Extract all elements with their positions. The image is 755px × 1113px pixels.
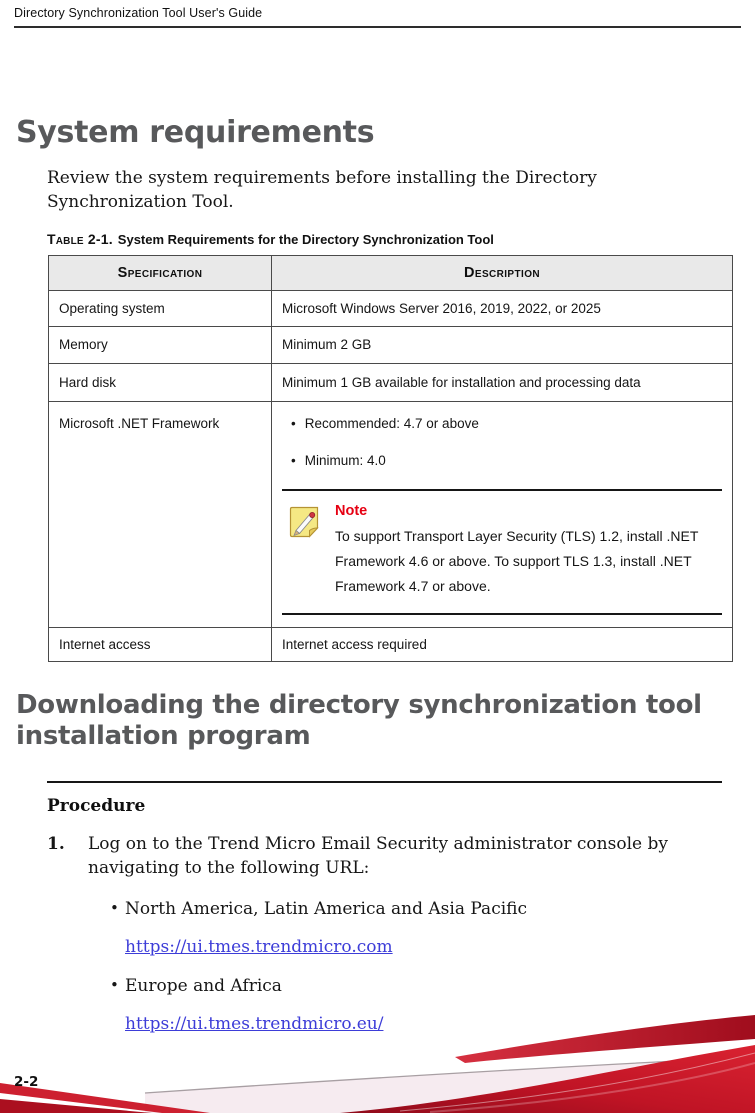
table-caption xyxy=(47,231,755,247)
table-row xyxy=(49,364,733,402)
desc-cell: Minimum 2 GB xyxy=(272,327,733,364)
desc-cell: Internet access required xyxy=(272,628,733,662)
region-label: North America, Latin America and Asia Pacific xyxy=(125,899,528,919)
desc-cell: Minimum 1 GB available for installation and processing data xyxy=(272,364,733,402)
table-row xyxy=(49,291,733,327)
region-url-link[interactable]: https://ui.tmes.trendmicro.com xyxy=(125,937,393,957)
bullet-icon: • xyxy=(110,976,119,994)
table-row xyxy=(49,628,733,662)
column-header-description: Description xyxy=(272,256,733,291)
running-header xyxy=(14,0,741,28)
running-header-title: Directory Synchronization Tool User's Guide xyxy=(14,6,263,20)
note-callout xyxy=(282,489,722,615)
table-caption-text: System Requirements for the Directory Synchronization Tool xyxy=(117,232,494,247)
system-requirements-table xyxy=(48,255,733,662)
table-caption-label: Table 2-1. xyxy=(47,231,113,247)
note-content xyxy=(335,502,720,599)
step-text: Log on to the Trend Micro Email Security administrator console by navigating to the following URL: xyxy=(88,834,668,878)
table-row xyxy=(49,402,733,628)
desc-cell: Microsoft Windows Server 2016, 2019, 2022, or 2025 xyxy=(272,291,733,327)
list-item: • Recommended: 4.7 or above xyxy=(291,415,722,433)
net-framework-list xyxy=(282,415,722,470)
procedure-label: Procedure xyxy=(47,796,146,816)
page-title: System requirements xyxy=(16,115,375,150)
column-header-specification: Specification xyxy=(49,256,272,291)
table-header-row xyxy=(49,256,733,291)
procedure-divider xyxy=(47,781,722,783)
note-text: To support Transport Layer Security (TLS) 1.2, install .NET Framework 4.6 or above. To support TLS 1.3, install .NET Framework 4.7 or above. xyxy=(335,528,699,594)
spec-cell: Microsoft .NET Framework xyxy=(49,402,272,628)
region-label: Europe and Africa xyxy=(125,976,282,996)
list-item: • Minimum: 4.0 xyxy=(291,452,722,470)
procedure-step-1 xyxy=(47,832,672,880)
note-label: Note xyxy=(335,503,368,519)
region-item-americas-apac xyxy=(110,899,755,957)
step-number: 1. xyxy=(47,834,65,854)
spec-cell: Operating system xyxy=(49,291,272,327)
section-title-downloading: Downloading the directory synchronization tool installation program xyxy=(16,690,702,751)
desc-cell xyxy=(272,402,733,628)
intro-paragraph: Review the system requirements before installing the Directory Synchronization Tool. xyxy=(47,168,597,212)
table-row xyxy=(49,327,733,364)
page-number: 2-2 xyxy=(14,1074,39,1090)
region-url-link[interactable]: https://ui.tmes.trendmicro.eu/ xyxy=(125,1014,384,1034)
footer-swoosh-graphic xyxy=(0,1013,755,1113)
note-icon xyxy=(288,504,322,541)
bullet-icon: • xyxy=(110,899,119,917)
spec-cell: Hard disk xyxy=(49,364,272,402)
spec-cell: Memory xyxy=(49,327,272,364)
region-content xyxy=(125,899,527,957)
spec-cell: Internet access xyxy=(49,628,272,662)
